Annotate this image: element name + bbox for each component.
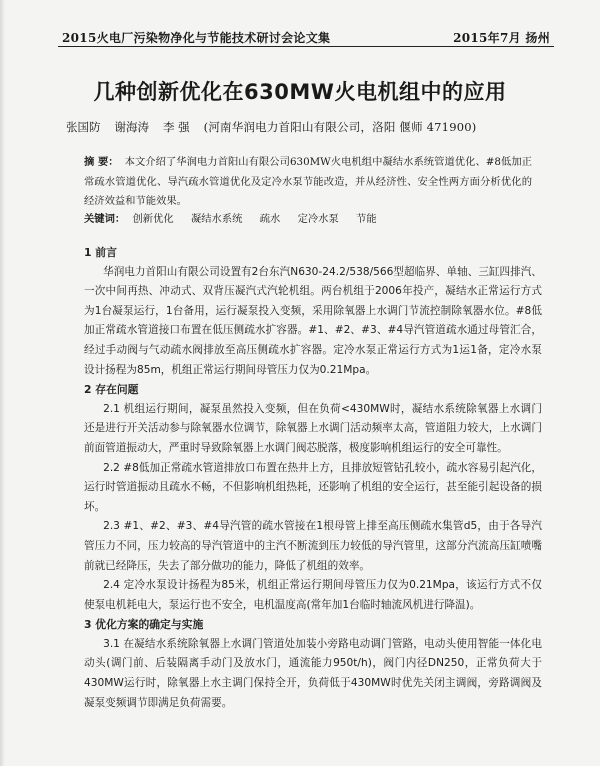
- keyword: 定冷水泵: [297, 213, 339, 225]
- author-name: 谢海涛: [114, 120, 149, 134]
- paragraph: 2.4 定冷水泵设计扬程为85米，机组正常运行期间母管压力仅为0.21Mpa，该运行方式不仅使泵电机耗电大，泵运行也不安全，电机温度高(常年加1台临时轴流风机进行降温)。: [84, 579, 542, 611]
- paragraph: 2.1 机组运行期间，凝泵虽然投入变频，但在负荷<430MW时，凝结水系统除氧器上水调门还是进行开关活动参与除氧器水位调节，除氧器上水调门活动频率太高，管道阻力较大，上水调门前面管道振动大，严重时导致除氧器上水调门阀芯脱落，极度影响机组运行的安全可靠性。: [84, 402, 542, 454]
- keyword: 创新优化: [132, 213, 174, 225]
- section-heading: 2 存在问题: [84, 383, 139, 397]
- section-heading: 1 前言: [84, 246, 117, 259]
- author-affiliation: (河南华润电力首阳山有限公司，洛阳 偃师 471900): [203, 120, 477, 134]
- header-rule: [58, 46, 554, 47]
- author-name: 李 强: [163, 120, 190, 134]
- paragraph: 华润电力首阳山有限公司设置有2台东汽N630-24.2/538/566型超临界、单轴、三缸四排汽、一次中间再热、冲动式、双背压凝汽式汽轮机组。两台机组于2006年投产，凝结水正常运行方式为1台凝泵运行，1台备用，运行凝泵投入变频，采用除氧器上水调门节流控制除氧器水位。#8低加正常疏水管道接口布置在低压侧疏水扩容器。#1、#2、#3、#4导汽管道疏水通过母管汇合，经过手动阀与气动疏水阀排放至高压侧疏水扩容器。定冷水泵正常运行方式为1运1备，定冷水泵设计扬程为85m，机组正常运行期间母管压力仅为0.21Mpa。: [84, 265, 542, 376]
- section-heading: 3 优化方案的确定与实施: [84, 618, 204, 632]
- running-header: [62, 26, 550, 46]
- paper-body: [84, 243, 542, 713]
- keywords-label: 关键词：: [84, 213, 126, 225]
- abstract-text: 本文介绍了华润电力首阳山有限公司630MW火电机组中凝结水系统管道优化、#8低加正常疏水管道优化、导汽疏水管道优化及定冷水泵节能改造，并从经济性、安全性两方面分析优化的经济效益和节能效果。: [84, 156, 532, 207]
- paragraph: 2.2 #8低加正常疏水管道排放口布置在热井上方，且排放短管钻孔较小，疏水容易引起汽化，运行时管道振动且疏水不畅，不但影响机组热耗，还影响了机组的安全运行，甚至能引起设备的损坏。: [84, 461, 542, 513]
- paper-title: 几种创新优化在630MW火电机组中的应用: [93, 80, 507, 104]
- header-date-location: 2015年7月 扬州: [453, 31, 550, 45]
- paragraph: 2.3 #1、#2、#3、#4导汽管的疏水管接在1根母管上排至高压侧疏水集管d5，由于各导汽管压力不同，压力较高的导汽管道中的主汽不断流到压力较低的导汽管里，这部分汽流高压缸喷嘴前就已经降压，失去了部分做功的能力，降低了机组的效率。: [84, 520, 542, 572]
- scan-edge-shadow: [0, 0, 5, 766]
- abstract-label: 摘 要：: [84, 156, 119, 168]
- keywords: [84, 210, 532, 225]
- keyword: 疏水: [259, 213, 281, 225]
- keyword: 节能: [356, 213, 377, 225]
- keyword: 凝结水系统: [190, 213, 243, 225]
- paragraph: 3.1 在凝结水系统除氧器上水调门管道处加装小旁路电动调门管路，电动头使用智能一体化电动头(调门前、后装隔离手动门及放水门，通流能力950t/h)，阀门内径DN250，正常负荷大于430MW运行时，除氧器上水主调门保持全开，负荷低于430MW时优先关闭主调阀，旁路调阀及凝泵变频调节即满足负荷需要。: [84, 637, 542, 709]
- abstract: [84, 153, 532, 212]
- author-name: 张国防: [66, 120, 101, 134]
- header-proceedings-title: 2015火电厂污染物净化与节能技术研讨会论文集: [62, 31, 331, 45]
- author-line: [66, 119, 556, 135]
